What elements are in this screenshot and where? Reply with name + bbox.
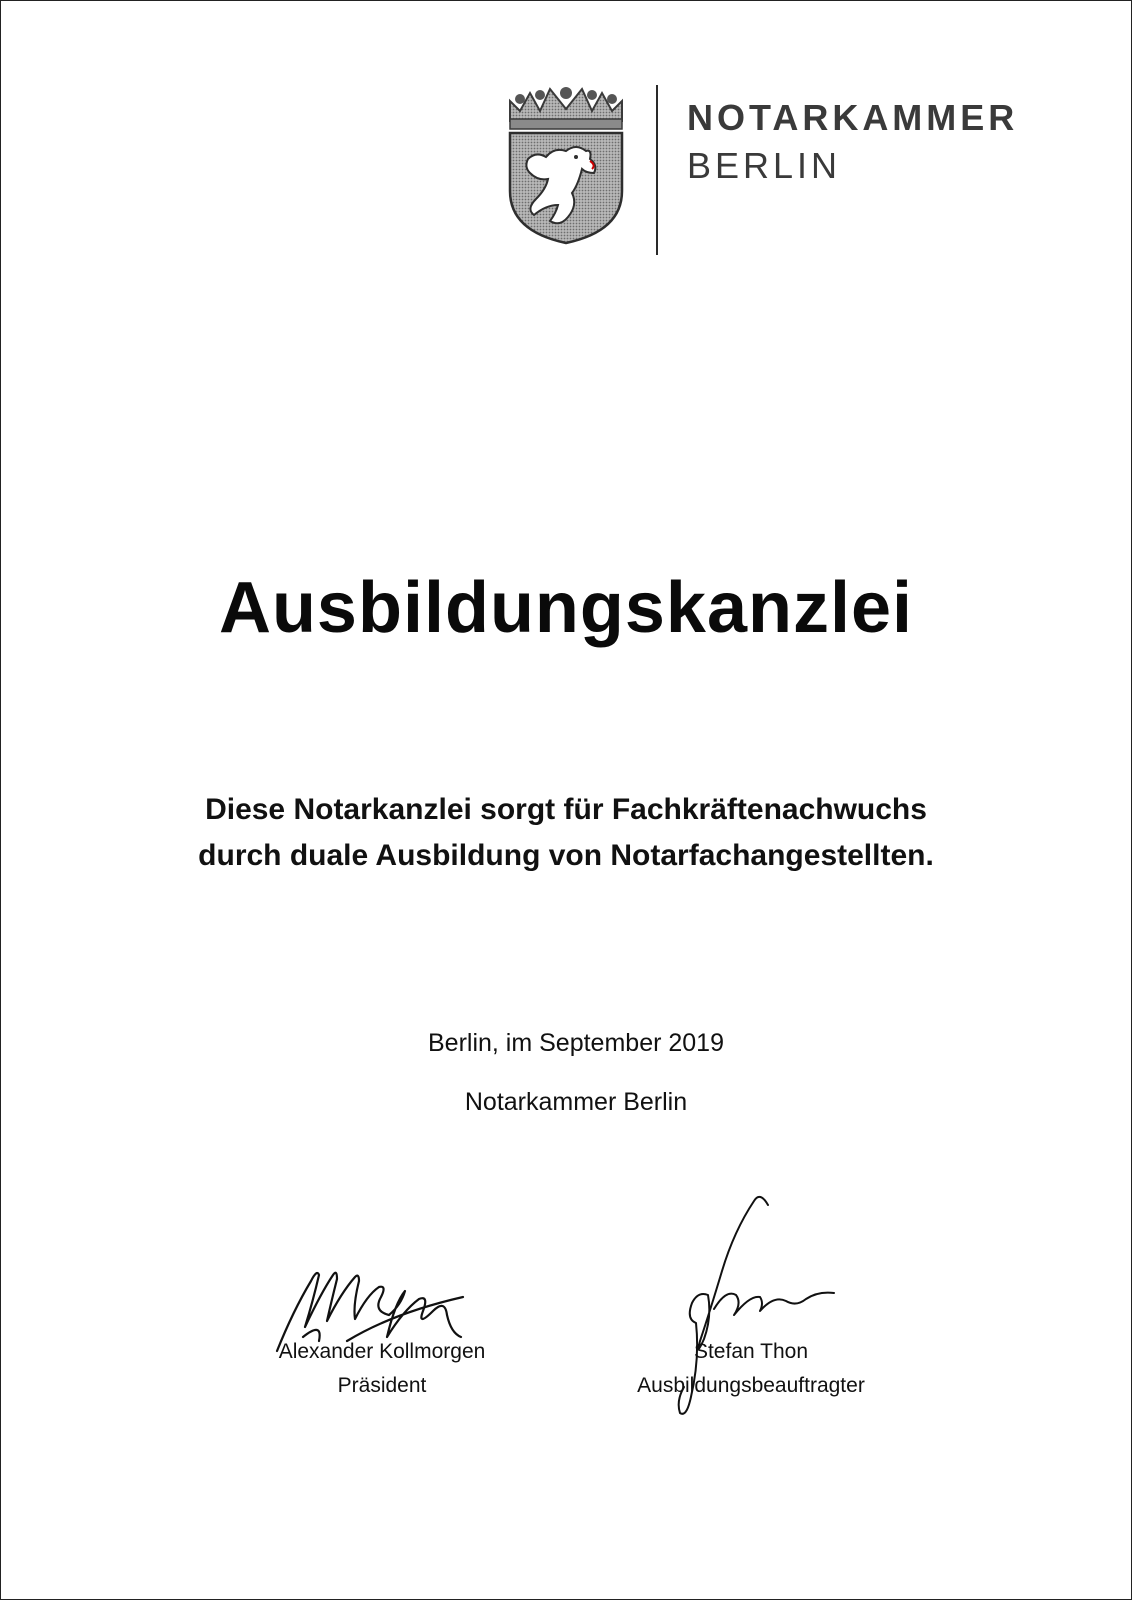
signatory-left [251, 1335, 513, 1403]
logo-divider [656, 85, 658, 255]
letterhead-logo [506, 81, 1066, 261]
signatory-right [621, 1335, 881, 1403]
signatory-role: Präsident [337, 1374, 427, 1397]
place-date: Berlin, im September 2019 [428, 1029, 724, 1057]
certificate-title: Ausbildungskanzlei [218, 568, 914, 648]
statement-line-2: durch duale Ausbildung von Notarfachangestellten. [198, 839, 934, 872]
statement-line-1: Diese Notarkanzlei sorgt für Fachkräftenachwuchs [205, 793, 927, 826]
signatory-name: Stefan Thon [693, 1340, 809, 1363]
org-name-line1: NOTARKAMMER [687, 97, 1019, 138]
signatory-name: Alexander Kollmorgen [278, 1340, 486, 1363]
org-name-line2: BERLIN [687, 145, 842, 186]
issuer-name: Notarkammer Berlin [464, 1088, 688, 1116]
berlin-crest-icon [506, 81, 626, 246]
signatory-role: Ausbildungsbeauftragter [637, 1374, 865, 1397]
certificate-statement [1, 787, 1131, 879]
